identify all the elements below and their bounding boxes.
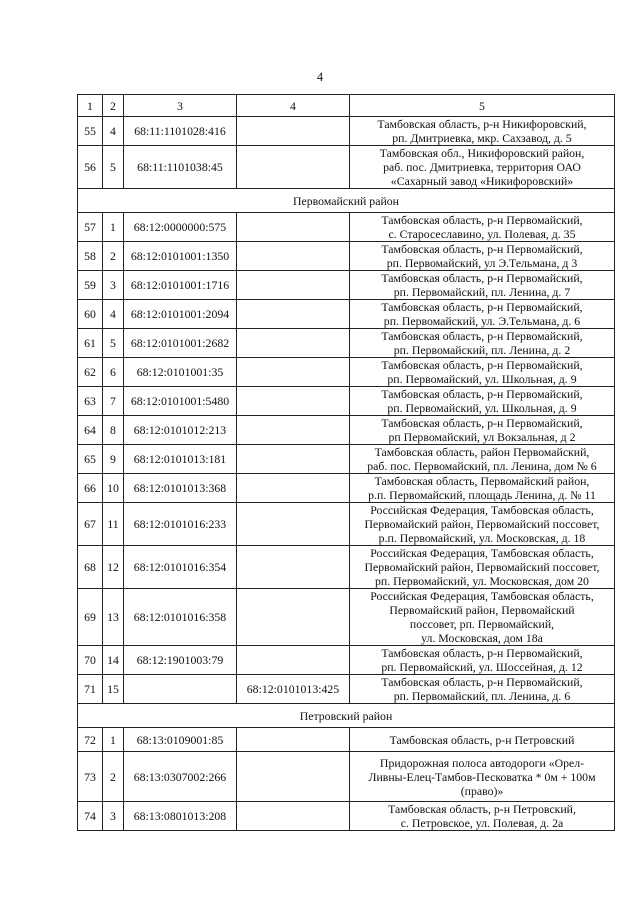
address-line: р.п. Первомайский, площадь Ленина, д. № 11 bbox=[368, 488, 596, 502]
row-subnumber: 13 bbox=[103, 589, 124, 646]
cadastral-number: 68:13:0109001:85 bbox=[124, 728, 237, 752]
address-line: ул. Московская, дом 18а bbox=[421, 631, 543, 645]
row-number: 73 bbox=[78, 752, 103, 802]
cadastral-number: 68:12:0101001:1716 bbox=[124, 271, 237, 300]
cadastral-number: 68:12:0101016:354 bbox=[124, 546, 237, 589]
cadastral-number-alt bbox=[237, 213, 350, 242]
address-line: Тамбовская область, р-н Никифоровский, bbox=[377, 117, 587, 131]
table-row bbox=[78, 271, 615, 300]
header-cell: 3 bbox=[124, 95, 237, 117]
address-cell bbox=[350, 728, 615, 752]
row-subnumber: 7 bbox=[103, 387, 124, 416]
row-subnumber: 2 bbox=[103, 752, 124, 802]
cadastral-number: 68:12:0101001:5480 bbox=[124, 387, 237, 416]
row-subnumber: 4 bbox=[103, 300, 124, 329]
cadastral-number: 68:12:1901003:79 bbox=[124, 646, 237, 675]
address-cell bbox=[350, 416, 615, 445]
address-cell bbox=[350, 213, 615, 242]
address-cell bbox=[350, 589, 615, 646]
address-line: Тамбовская область, р-н Петровский, bbox=[388, 802, 576, 816]
table-row bbox=[78, 474, 615, 503]
cadastral-number: 68:11:1101038:45 bbox=[124, 146, 237, 189]
row-subnumber: 3 bbox=[103, 802, 124, 831]
cadastral-number-alt bbox=[237, 752, 350, 802]
cadastral-number-alt bbox=[237, 589, 350, 646]
address-line: «Сахарный завод «Никифоровский» bbox=[390, 174, 574, 188]
address-line: рп. Первомайский, ул. Шоссейная, д. 12 bbox=[381, 660, 583, 674]
table-row bbox=[78, 675, 615, 704]
cadastral-number: 68:12:0101013:181 bbox=[124, 445, 237, 474]
row-subnumber: 12 bbox=[103, 546, 124, 589]
row-number: 61 bbox=[78, 329, 103, 358]
row-number: 59 bbox=[78, 271, 103, 300]
row-subnumber: 1 bbox=[103, 213, 124, 242]
row-subnumber: 1 bbox=[103, 728, 124, 752]
cadastral-number bbox=[124, 675, 237, 704]
row-number: 63 bbox=[78, 387, 103, 416]
cadastral-number-alt: 68:12:0101013:425 bbox=[237, 675, 350, 704]
address-line: Первомайский район, Первомайский поссовет, bbox=[364, 517, 600, 531]
address-line: Тамбовская область, р-н Первомайский, bbox=[381, 646, 583, 660]
cadastral-number-alt bbox=[237, 387, 350, 416]
row-subnumber: 9 bbox=[103, 445, 124, 474]
row-number: 60 bbox=[78, 300, 103, 329]
cadastral-number: 68:12:0101001:2094 bbox=[124, 300, 237, 329]
cadastral-number-alt bbox=[237, 546, 350, 589]
cadastral-number-alt bbox=[237, 416, 350, 445]
address-line: рп. Первомайский, ул. Школьная, д. 9 bbox=[387, 401, 577, 415]
cadastral-number-alt bbox=[237, 358, 350, 387]
cadastral-number-alt bbox=[237, 503, 350, 546]
table-row bbox=[78, 117, 615, 146]
table-row bbox=[78, 300, 615, 329]
page-number: 4 bbox=[316, 70, 324, 84]
address-cell bbox=[350, 503, 615, 546]
address-line: рп. Первомайский, ул Э.Тельмана, д 3 bbox=[386, 256, 578, 270]
row-number: 71 bbox=[78, 675, 103, 704]
address-cell bbox=[350, 146, 615, 189]
row-subnumber: 8 bbox=[103, 416, 124, 445]
cadastral-number: 68:12:0101016:233 bbox=[124, 503, 237, 546]
cadastral-number-alt bbox=[237, 474, 350, 503]
address-line: Тамбовская область, р-н Первомайский, bbox=[381, 242, 583, 256]
row-subnumber: 5 bbox=[103, 146, 124, 189]
cadastral-number: 68:12:0101012:213 bbox=[124, 416, 237, 445]
cadastral-number-alt bbox=[237, 300, 350, 329]
address-line: Тамбовская область, Первомайский район, bbox=[374, 474, 590, 488]
header-cell: 2 bbox=[103, 95, 124, 117]
table-row bbox=[78, 387, 615, 416]
cadastral-number: 68:12:0101016:358 bbox=[124, 589, 237, 646]
row-number: 55 bbox=[78, 117, 103, 146]
address-line: (право)» bbox=[460, 783, 504, 798]
cadastral-number-alt bbox=[237, 146, 350, 189]
address-line: Тамбовская область, район Первомайский, bbox=[374, 445, 590, 459]
address-line: Первомайский район, Первомайский поссовет, bbox=[364, 560, 600, 574]
row-subnumber: 14 bbox=[103, 646, 124, 675]
table-row bbox=[78, 213, 615, 242]
address-line: с. Старосеславино, ул. Полевая, д. 35 bbox=[388, 227, 576, 241]
address-line: рп. Первомайский, ул. Э.Тельмана, д. 6 bbox=[383, 314, 581, 328]
district-title: Петровский район bbox=[78, 704, 615, 728]
address-line: рп. Первомайский, ул. Школьная, д. 9 bbox=[387, 372, 577, 386]
address-line: Тамбовская обл., Никифоровский район, bbox=[379, 146, 585, 160]
address-line: рп. Первомайский, ул. Московская, дом 20 bbox=[375, 574, 589, 588]
table-row bbox=[78, 752, 615, 802]
address-cell bbox=[350, 300, 615, 329]
row-subnumber: 11 bbox=[103, 503, 124, 546]
row-subnumber: 15 bbox=[103, 675, 124, 704]
address-cell bbox=[350, 675, 615, 704]
cadastral-number: 68:12:0000000:575 bbox=[124, 213, 237, 242]
cadastral-number-alt bbox=[237, 271, 350, 300]
row-subnumber: 2 bbox=[103, 242, 124, 271]
row-number: 67 bbox=[78, 503, 103, 546]
address-line: рп Первомайский, ул Вокзальная, д 2 bbox=[388, 430, 576, 444]
address-line: рп. Дмитриевка, мкр. Сахзавод, д. 5 bbox=[392, 131, 572, 145]
table-row bbox=[78, 242, 615, 271]
address-line: раб. пос. Первомайский, пл. Ленина, дом № 6 bbox=[367, 459, 597, 473]
cadastral-number: 68:12:0101001:35 bbox=[124, 358, 237, 387]
table-row bbox=[78, 646, 615, 675]
address-cell bbox=[350, 358, 615, 387]
address-line: Российская Федерация, Тамбовская область, bbox=[370, 589, 594, 603]
cadastral-number: 68:13:0307002:266 bbox=[124, 752, 237, 802]
cadastral-number-alt bbox=[237, 728, 350, 752]
row-number: 68 bbox=[78, 546, 103, 589]
address-line: Тамбовская область, р-н Первомайский, bbox=[381, 416, 583, 430]
address-cell bbox=[350, 752, 615, 802]
cadastral-number: 68:12:0101001:1350 bbox=[124, 242, 237, 271]
address-line: Придорожная полоса автодороги «Орел- bbox=[379, 755, 585, 770]
cadastral-number-alt bbox=[237, 117, 350, 146]
row-number: 72 bbox=[78, 728, 103, 752]
address-line: р.п. Первомайский, ул. Московская, д. 18 bbox=[378, 531, 586, 545]
address-line: Первомайский район, Первомайский bbox=[389, 603, 575, 617]
address-cell bbox=[350, 242, 615, 271]
address-line: с. Петровское, ул. Полевая, д. 2а bbox=[400, 816, 564, 830]
row-number: 62 bbox=[78, 358, 103, 387]
register-table bbox=[77, 94, 615, 831]
row-number: 56 bbox=[78, 146, 103, 189]
address-line: Тамбовская область, р-н Первомайский, bbox=[381, 271, 583, 285]
table-row bbox=[78, 329, 615, 358]
address-line: Тамбовская область, р-н Первомайский, bbox=[381, 675, 583, 689]
address-line: Российская Федерация, Тамбовская область, bbox=[370, 546, 594, 560]
cadastral-number-alt bbox=[237, 646, 350, 675]
row-number: 64 bbox=[78, 416, 103, 445]
address-line: Тамбовская область, р-н Первомайский, bbox=[381, 387, 583, 401]
cadastral-number-alt bbox=[237, 329, 350, 358]
row-subnumber: 4 bbox=[103, 117, 124, 146]
table-row bbox=[78, 546, 615, 589]
row-number: 66 bbox=[78, 474, 103, 503]
row-number: 57 bbox=[78, 213, 103, 242]
address-cell bbox=[350, 546, 615, 589]
row-number: 65 bbox=[78, 445, 103, 474]
row-number: 74 bbox=[78, 802, 103, 831]
address-line: рп. Первомайский, пл. Ленина, д. 2 bbox=[393, 343, 571, 357]
address-cell bbox=[350, 445, 615, 474]
address-cell bbox=[350, 387, 615, 416]
header-row bbox=[78, 95, 615, 117]
cadastral-number: 68:13:0801013:208 bbox=[124, 802, 237, 831]
address-cell bbox=[350, 271, 615, 300]
header-cell: 5 bbox=[350, 95, 615, 117]
table-row bbox=[78, 358, 615, 387]
address-cell bbox=[350, 329, 615, 358]
row-subnumber: 5 bbox=[103, 329, 124, 358]
address-cell bbox=[350, 474, 615, 503]
address-line: рп. Первомайский, пл. Ленина, д. 7 bbox=[393, 285, 571, 299]
cadastral-number: 68:11:1101028:416 bbox=[124, 117, 237, 146]
cadastral-number: 68:12:0101013:368 bbox=[124, 474, 237, 503]
table-row bbox=[78, 589, 615, 646]
row-number: 70 bbox=[78, 646, 103, 675]
table-row bbox=[78, 503, 615, 546]
address-line: Тамбовская область, р-н Первомайский, bbox=[381, 329, 583, 343]
cadastral-number-alt bbox=[237, 802, 350, 831]
address-cell bbox=[350, 802, 615, 831]
address-line: Тамбовская область, р-н Первомайский, bbox=[381, 358, 583, 372]
header-cell: 1 bbox=[78, 95, 103, 117]
table-row bbox=[78, 802, 615, 831]
row-number: 58 bbox=[78, 242, 103, 271]
address-line: Тамбовская область, р-н Первомайский, bbox=[381, 213, 583, 227]
table-row bbox=[78, 728, 615, 752]
table-row bbox=[78, 416, 615, 445]
row-subnumber: 6 bbox=[103, 358, 124, 387]
table-row bbox=[78, 445, 615, 474]
cadastral-number-alt bbox=[237, 242, 350, 271]
address-line: Тамбовская область, р-н Петровский bbox=[389, 732, 575, 747]
address-cell bbox=[350, 117, 615, 146]
address-line: поссовет, рп. Первомайский, bbox=[409, 617, 555, 631]
section-row bbox=[78, 704, 615, 728]
row-subnumber: 3 bbox=[103, 271, 124, 300]
header-cell: 4 bbox=[237, 95, 350, 117]
cadastral-number: 68:12:0101001:2682 bbox=[124, 329, 237, 358]
table-row bbox=[78, 146, 615, 189]
address-line: рп. Первомайский, пл. Ленина, д. 6 bbox=[393, 689, 571, 703]
address-line: раб. пос. Дмитриевка, территория ОАО bbox=[383, 160, 581, 174]
address-line: Ливны-Елец-Тамбов-Песковатка * 0м + 100м bbox=[368, 769, 596, 784]
row-subnumber: 10 bbox=[103, 474, 124, 503]
address-line: Российская Федерация, Тамбовская область, bbox=[370, 503, 594, 517]
address-cell bbox=[350, 646, 615, 675]
row-number: 69 bbox=[78, 589, 103, 646]
district-title: Первомайский район bbox=[78, 189, 615, 213]
address-line: Тамбовская область, р-н Первомайский, bbox=[381, 300, 583, 314]
section-row bbox=[78, 189, 615, 213]
cadastral-number-alt bbox=[237, 445, 350, 474]
